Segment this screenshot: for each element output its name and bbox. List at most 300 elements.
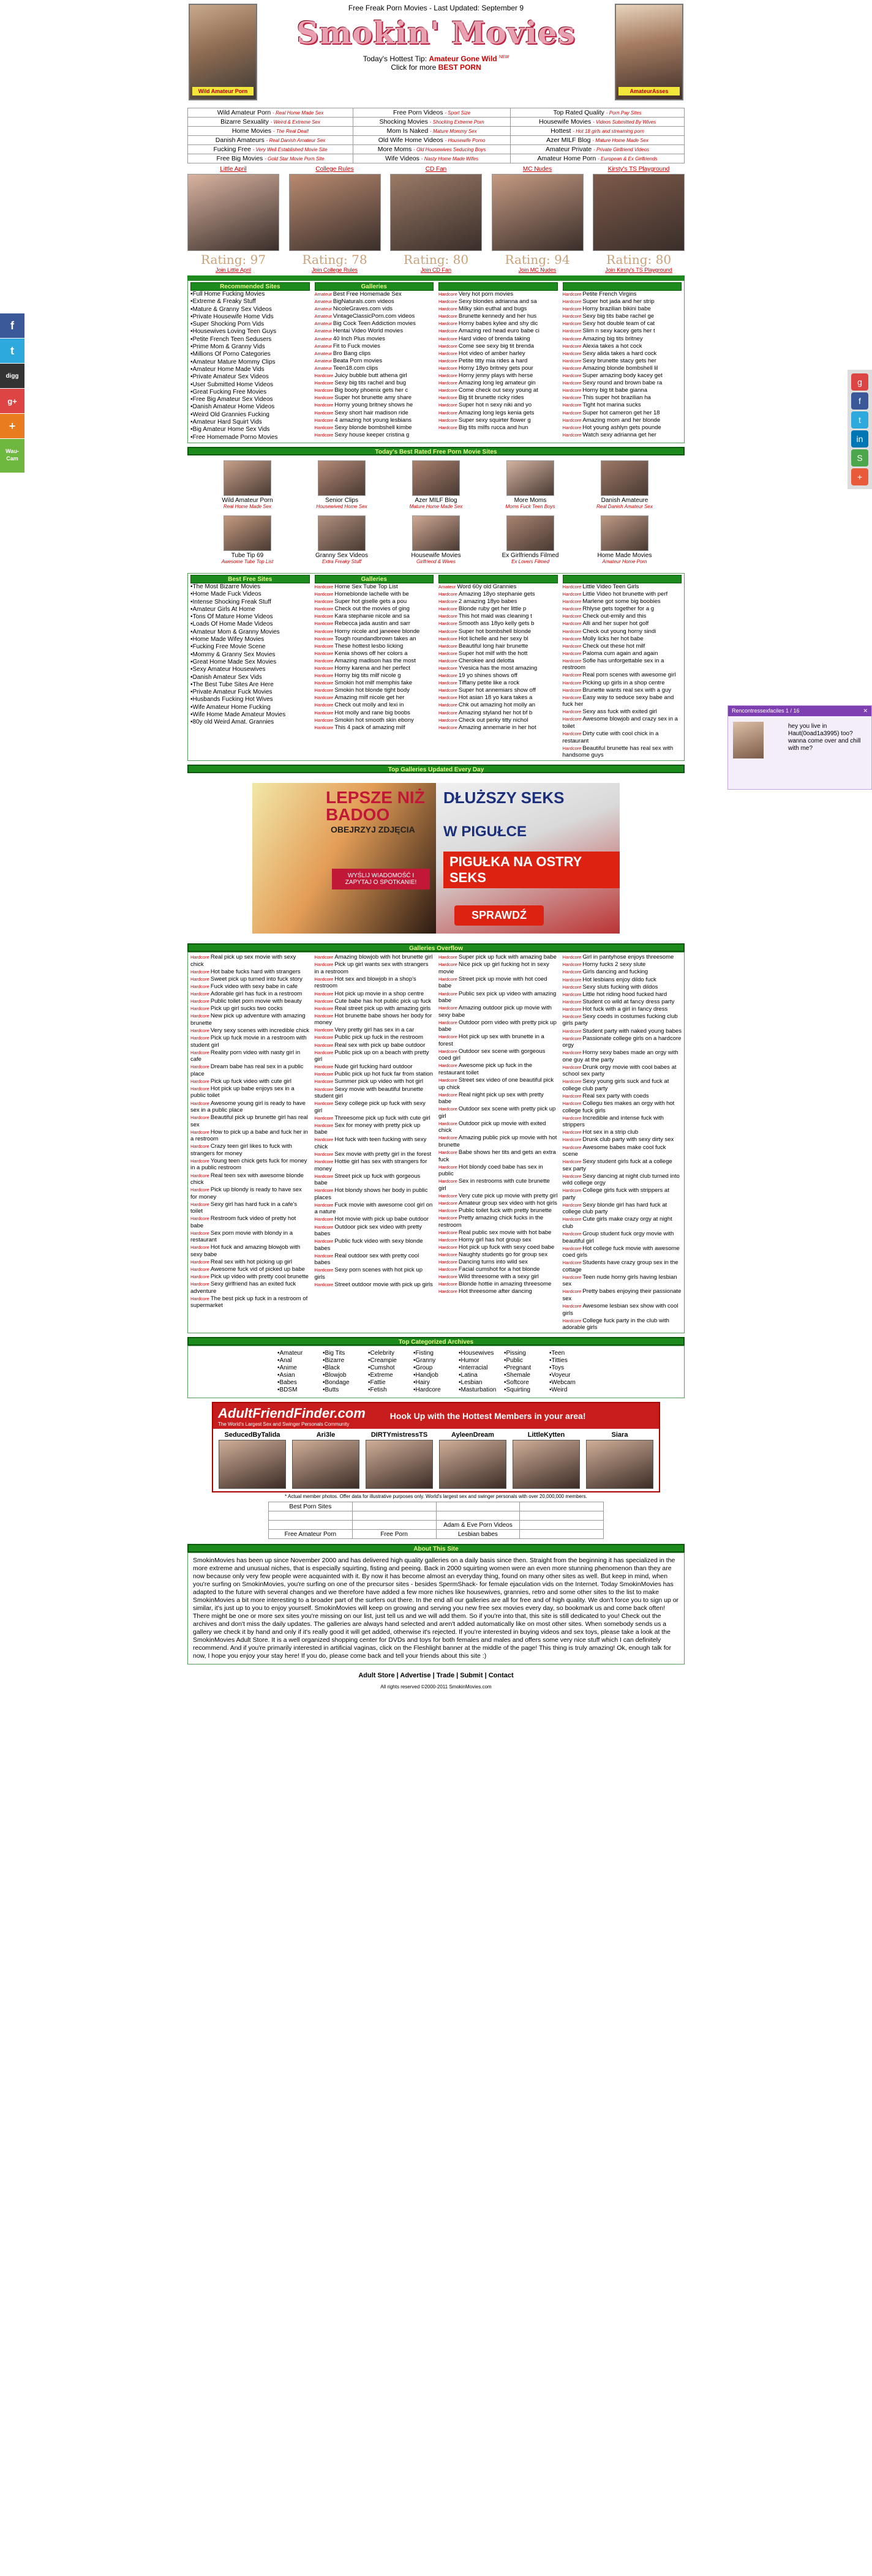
site-link[interactable]: • Free Homemade Porno Movies: [190, 434, 310, 441]
gallery-link[interactable]: [438, 1062, 558, 1076]
gallery-link[interactable]: [190, 1129, 310, 1143]
gallery-link[interactable]: [563, 291, 682, 298]
gallery-link[interactable]: [563, 716, 682, 730]
gallery-link[interactable]: [190, 1100, 310, 1114]
featured-image[interactable]: [492, 174, 584, 251]
gallery-link[interactable]: [315, 998, 434, 1005]
thumb-site-name[interactable]: Danish Amateure: [601, 496, 648, 504]
gallery-link[interactable]: [315, 620, 434, 627]
gallery-link[interactable]: [438, 1288, 558, 1295]
thumb-site-name[interactable]: Ex Girlfriends Filmed: [502, 552, 559, 559]
site-link[interactable]: • Great Home Made Sex Movies: [190, 659, 310, 666]
gallery-link[interactable]: [563, 628, 682, 635]
gallery-link[interactable]: [563, 976, 682, 984]
category-link[interactable]: • Pissing: [504, 1350, 549, 1357]
gallery-link[interactable]: [563, 961, 682, 968]
gallery-link[interactable]: [563, 998, 682, 1006]
gallery-link[interactable]: [190, 954, 310, 968]
gallery-link[interactable]: [315, 605, 434, 613]
gallery-link[interactable]: [438, 358, 558, 365]
featured-image[interactable]: [289, 174, 381, 251]
gallery-link[interactable]: [563, 1100, 682, 1114]
category-link[interactable]: • Masturbation: [459, 1387, 504, 1394]
category-link[interactable]: • Shemale: [504, 1372, 549, 1379]
category-link[interactable]: • Black: [323, 1365, 368, 1372]
gallery-link[interactable]: [563, 613, 682, 620]
gallery-link[interactable]: [315, 1042, 434, 1049]
gallery-link[interactable]: [315, 1267, 434, 1281]
header-right-thumb[interactable]: [615, 4, 683, 100]
gallery-link[interactable]: [438, 1259, 558, 1266]
category-link[interactable]: • Anal: [277, 1357, 323, 1365]
thumb-site-name[interactable]: Wild Amateur Porn: [222, 496, 273, 504]
gallery-link[interactable]: [563, 1115, 682, 1129]
aff-member-photo[interactable]: [219, 1440, 286, 1489]
gallery-link[interactable]: [315, 710, 434, 717]
gallery-link[interactable]: [315, 335, 434, 343]
facebook-share-button[interactable]: f: [0, 313, 24, 339]
category-link[interactable]: • Celebrity: [368, 1350, 413, 1357]
site-link[interactable]: • Danish Amateur Sex Vids: [190, 674, 310, 681]
gallery-link[interactable]: [438, 1149, 558, 1163]
gallery-link[interactable]: [563, 394, 682, 402]
gallery-link[interactable]: [315, 687, 434, 694]
gallery-link[interactable]: [315, 954, 434, 961]
gallery-link[interactable]: [438, 365, 558, 372]
gallery-link[interactable]: [563, 335, 682, 343]
gallery-link[interactable]: [190, 1005, 310, 1013]
best-link[interactable]: [520, 1502, 604, 1511]
gallery-link[interactable]: [563, 1303, 682, 1317]
gallery-link[interactable]: [563, 657, 682, 672]
thumb-image[interactable]: [224, 515, 271, 551]
gallery-link[interactable]: [315, 717, 434, 724]
nav-link[interactable]: [353, 136, 511, 145]
gallery-link[interactable]: [563, 1028, 682, 1035]
gallery-link[interactable]: [438, 961, 558, 975]
site-link[interactable]: • Petite French Teen Sedusers: [190, 336, 310, 343]
category-link[interactable]: • Fattie: [368, 1379, 413, 1387]
category-link[interactable]: • Hairy: [413, 1379, 459, 1387]
gallery-link[interactable]: [315, 702, 434, 709]
gallery-link[interactable]: [190, 1049, 310, 1063]
thumb-image[interactable]: [506, 515, 554, 551]
aff-member-photo[interactable]: [366, 1440, 433, 1489]
category-link[interactable]: • Bizarre: [323, 1357, 368, 1365]
gallery-link[interactable]: [438, 635, 558, 643]
featured-name[interactable]: CD Fan: [425, 166, 447, 173]
gallery-link[interactable]: [190, 1259, 310, 1266]
gallery-link[interactable]: [315, 291, 434, 298]
gallery-link[interactable]: [315, 402, 434, 409]
gallery-link[interactable]: [315, 657, 434, 665]
category-link[interactable]: • Lesbian: [459, 1379, 504, 1387]
thumb-site[interactable]: [483, 515, 577, 564]
gallery-link[interactable]: [563, 730, 682, 744]
more-share-button[interactable]: +: [0, 414, 24, 439]
gallery-link[interactable]: [190, 1281, 310, 1295]
more-icon[interactable]: +: [851, 468, 868, 485]
gallery-link[interactable]: [315, 1238, 434, 1252]
category-link[interactable]: • Handjob: [413, 1372, 459, 1379]
best-link[interactable]: Adam & Eve Porn Videos: [436, 1521, 520, 1530]
gallery-link[interactable]: [438, 724, 558, 732]
gallery-link[interactable]: [315, 1078, 434, 1085]
banner-button[interactable]: SPRAWDŹ: [454, 905, 544, 926]
gallery-link[interactable]: [315, 1005, 434, 1013]
gallery-link[interactable]: [315, 1013, 434, 1027]
site-link[interactable]: • Housewives Loving Teen Guys: [190, 328, 310, 335]
gallery-link[interactable]: [563, 680, 682, 687]
gallery-link[interactable]: [315, 365, 434, 372]
gallery-link[interactable]: [563, 410, 682, 417]
gallery-link[interactable]: [315, 724, 434, 732]
site-link[interactable]: • Big Amateur Home Sex Vids: [190, 426, 310, 433]
site-link[interactable]: • Danish Amateur Home Videos: [190, 403, 310, 411]
twitter-icon[interactable]: t: [851, 411, 868, 429]
aff-member-photo[interactable]: [586, 1440, 653, 1489]
thumb-site[interactable]: [200, 515, 295, 564]
gallery-link[interactable]: [563, 1288, 682, 1302]
site-link[interactable]: • Amateur Mature Mommy Clips: [190, 359, 310, 366]
thumb-site[interactable]: [200, 460, 295, 509]
gallery-link[interactable]: [438, 394, 558, 402]
gallery-link[interactable]: [563, 1144, 682, 1158]
gallery-link[interactable]: [563, 1216, 682, 1230]
site-link[interactable]: • Amateur Hard Squirt Vids: [190, 419, 310, 426]
gallery-link[interactable]: [563, 1317, 682, 1331]
gallery-link[interactable]: [315, 387, 434, 394]
gallery-link[interactable]: [563, 1093, 682, 1100]
gallery-link[interactable]: [438, 1215, 558, 1229]
linkedin-icon[interactable]: in: [851, 430, 868, 447]
aff-member-photo[interactable]: [292, 1440, 359, 1489]
thumb-site[interactable]: [295, 515, 389, 564]
digg-share-button[interactable]: digg: [0, 364, 24, 389]
thumb-site[interactable]: [389, 515, 483, 564]
gallery-link[interactable]: [563, 1035, 682, 1049]
gallery-link[interactable]: [438, 717, 558, 724]
gallery-link[interactable]: [438, 694, 558, 702]
featured-image[interactable]: [390, 174, 482, 251]
gallery-link[interactable]: [315, 313, 434, 320]
gallery-link[interactable]: [563, 708, 682, 716]
best-link[interactable]: [269, 1521, 353, 1530]
gallery-link[interactable]: [190, 968, 310, 976]
gallery-link[interactable]: [315, 672, 434, 680]
site-link[interactable]: • Home Made Wifey Movies: [190, 636, 310, 643]
site-link[interactable]: • Private Housewife Home Vids: [190, 313, 310, 321]
gallery-link[interactable]: [190, 1201, 310, 1215]
gallery-link[interactable]: [438, 1178, 558, 1192]
best-link[interactable]: [269, 1511, 353, 1521]
gallery-link[interactable]: [438, 1005, 558, 1019]
featured-join-link[interactable]: Join College Rules: [311, 267, 358, 273]
chat-popup[interactable]: [727, 705, 872, 790]
category-link[interactable]: • Anime: [277, 1365, 323, 1372]
seks-banner[interactable]: [436, 783, 620, 934]
gallery-link[interactable]: [315, 598, 434, 605]
gallery-link[interactable]: [438, 1019, 558, 1033]
gallery-link[interactable]: [438, 650, 558, 657]
gallery-link[interactable]: [190, 976, 310, 983]
thumb-image[interactable]: [601, 460, 648, 496]
site-link[interactable]: • Loads Of Home Made Videos: [190, 621, 310, 628]
gallery-link[interactable]: [438, 410, 558, 417]
gallery-link[interactable]: [563, 387, 682, 394]
nav-link[interactable]: [188, 108, 353, 118]
site-link[interactable]: • Fucking Free Movie Scene: [190, 643, 310, 651]
gallery-link[interactable]: [190, 1078, 310, 1085]
gallery-link[interactable]: [315, 1187, 434, 1201]
gallery-link[interactable]: [190, 1295, 310, 1309]
site-link[interactable]: • Free Big Amateur Sex Videos: [190, 396, 310, 403]
gallery-link[interactable]: [438, 1251, 558, 1259]
gallery-link[interactable]: [315, 1216, 434, 1223]
thumb-site[interactable]: [577, 460, 672, 509]
thumb-site-name[interactable]: Senior Clips: [325, 496, 358, 504]
thumb-site-name[interactable]: Home Made Movies: [597, 552, 652, 559]
site-link[interactable]: • Private Amateur Fuck Movies: [190, 689, 310, 696]
gallery-link[interactable]: [190, 1114, 310, 1128]
gallery-link[interactable]: [315, 343, 434, 350]
gallery-link[interactable]: [315, 320, 434, 328]
gallery-link[interactable]: [438, 1244, 558, 1251]
nav-link[interactable]: [188, 145, 353, 154]
category-link[interactable]: • Bondage: [323, 1379, 368, 1387]
gallery-link[interactable]: [315, 305, 434, 313]
site-link[interactable]: • Great Fucking Free Movies: [190, 389, 310, 396]
gallery-link[interactable]: [438, 305, 558, 313]
site-link[interactable]: • Super Shocking Porn Vids: [190, 321, 310, 328]
category-link[interactable]: • Big Tits: [323, 1350, 368, 1357]
gallery-link[interactable]: [315, 372, 434, 380]
site-link[interactable]: • Wife Amateur Home Fucking: [190, 704, 310, 711]
nav-link[interactable]: [188, 154, 353, 163]
aff-member[interactable]: [292, 1431, 359, 1489]
gallery-link[interactable]: [438, 710, 558, 717]
gallery-link[interactable]: [315, 1158, 434, 1172]
thumb-site[interactable]: [295, 460, 389, 509]
nav-link[interactable]: [353, 127, 511, 136]
gallery-link[interactable]: [190, 1063, 310, 1077]
thumb-image[interactable]: [224, 460, 271, 496]
best-link[interactable]: [520, 1521, 604, 1530]
gallery-link[interactable]: [563, 365, 682, 372]
gallery-link[interactable]: [438, 990, 558, 1005]
featured-site[interactable]: [187, 166, 279, 273]
gallery-link[interactable]: [438, 291, 558, 298]
aff-member-photo[interactable]: [439, 1440, 506, 1489]
best-porn-link[interactable]: BEST PORN: [438, 63, 481, 72]
category-link[interactable]: • Creampie: [368, 1357, 413, 1365]
gallery-link[interactable]: [563, 687, 682, 694]
best-link[interactable]: [436, 1502, 520, 1511]
gallery-link[interactable]: [315, 583, 434, 591]
gallery-link[interactable]: [315, 1034, 434, 1041]
gallery-link[interactable]: [438, 1164, 558, 1178]
gallery-link[interactable]: [563, 650, 682, 657]
gallery-link[interactable]: [438, 1207, 558, 1215]
site-link[interactable]: • Husbands Fucking Hot Wives: [190, 696, 310, 703]
gallery-link[interactable]: [563, 605, 682, 613]
gallery-link[interactable]: [563, 620, 682, 627]
gallery-link[interactable]: [438, 417, 558, 424]
gallery-link[interactable]: [438, 1281, 558, 1288]
gallery-link[interactable]: [563, 1006, 682, 1013]
gallery-link[interactable]: [190, 1215, 310, 1229]
featured-name[interactable]: MC Nudes: [522, 166, 552, 173]
nav-link[interactable]: [188, 127, 353, 136]
gallery-link[interactable]: [563, 1187, 682, 1201]
gallery-link[interactable]: [438, 1091, 558, 1106]
site-link[interactable]: • 80y old Weird Amat. Grannies: [190, 719, 310, 726]
gallery-link[interactable]: [563, 643, 682, 650]
nav-link[interactable]: [511, 145, 685, 154]
category-link[interactable]: • Babes: [277, 1379, 323, 1387]
gallery-link[interactable]: [563, 1013, 682, 1027]
gallery-link[interactable]: [315, 350, 434, 358]
best-link[interactable]: [520, 1530, 604, 1539]
gallery-link[interactable]: [190, 1230, 310, 1244]
site-link[interactable]: • Amateur Home Made Vids: [190, 366, 310, 373]
category-link[interactable]: • Squirting: [504, 1387, 549, 1394]
featured-image[interactable]: [593, 174, 685, 251]
gallery-link[interactable]: [438, 1106, 558, 1120]
gallery-link[interactable]: [438, 657, 558, 665]
gallery-link[interactable]: [315, 1086, 434, 1100]
gallery-link[interactable]: [438, 320, 558, 328]
gallery-link[interactable]: [563, 313, 682, 320]
gallery-link[interactable]: [563, 635, 682, 643]
gallery-link[interactable]: [563, 954, 682, 961]
gallery-link[interactable]: [315, 1252, 434, 1267]
gallery-link[interactable]: [563, 598, 682, 605]
gallery-link[interactable]: [563, 298, 682, 305]
category-link[interactable]: • Public: [504, 1357, 549, 1365]
site-link[interactable]: • Home Made Fuck Videos: [190, 591, 310, 598]
gallery-link[interactable]: [438, 1193, 558, 1200]
category-link[interactable]: • Weird: [549, 1387, 595, 1394]
category-link[interactable]: • Fetish: [368, 1387, 413, 1394]
category-link[interactable]: • Webcam: [549, 1379, 595, 1387]
featured-site[interactable]: [593, 166, 685, 273]
gallery-link[interactable]: [315, 410, 434, 417]
category-link[interactable]: • Amateur: [277, 1350, 323, 1357]
gallery-link[interactable]: [563, 1274, 682, 1288]
category-link[interactable]: • Pregnant: [504, 1365, 549, 1372]
gallery-link[interactable]: [438, 1200, 558, 1207]
gallery-link[interactable]: [190, 983, 310, 990]
category-link[interactable]: • Group: [413, 1365, 459, 1372]
thumb-image[interactable]: [412, 460, 460, 496]
featured-image[interactable]: [187, 174, 279, 251]
gallery-link[interactable]: [438, 591, 558, 598]
gallery-link[interactable]: [438, 1077, 558, 1091]
gallery-link[interactable]: [190, 1244, 310, 1258]
best-link[interactable]: Lesbian babes: [436, 1530, 520, 1539]
gallery-link[interactable]: [563, 1136, 682, 1144]
gallery-link[interactable]: [563, 1064, 682, 1078]
header-left-thumb[interactable]: [189, 4, 257, 100]
gallery-link[interactable]: [190, 1172, 310, 1186]
nav-link[interactable]: [511, 154, 685, 163]
category-link[interactable]: • Butts: [323, 1387, 368, 1394]
gallery-link[interactable]: [438, 1033, 558, 1047]
thumb-site-name[interactable]: Tube Tip 69: [231, 552, 264, 559]
gallery-link[interactable]: [438, 605, 558, 613]
site-link[interactable]: • Sexy Amateur Housewives: [190, 666, 310, 673]
gallery-link[interactable]: [563, 991, 682, 998]
site-link[interactable]: • Intense Shocking Freak Stuff: [190, 599, 310, 606]
gallery-link[interactable]: [438, 672, 558, 680]
featured-site[interactable]: [289, 166, 381, 273]
category-link[interactable]: • Humor: [459, 1357, 504, 1365]
gallery-link[interactable]: [563, 1158, 682, 1172]
aff-member[interactable]: [439, 1431, 506, 1489]
facebook-icon[interactable]: f: [851, 392, 868, 410]
aff-member-photo[interactable]: [513, 1440, 580, 1489]
gallery-link[interactable]: [315, 380, 434, 387]
featured-join-link[interactable]: Join MC Nudes: [518, 267, 557, 273]
gallery-link[interactable]: [438, 583, 558, 591]
featured-join-link[interactable]: Join Kirsty's TS Playground: [605, 267, 672, 273]
gallery-link[interactable]: [315, 1122, 434, 1136]
gallery-link[interactable]: [563, 320, 682, 328]
badoo-banner[interactable]: [252, 783, 436, 934]
gallery-link[interactable]: [438, 380, 558, 387]
gallery-link[interactable]: [315, 1281, 434, 1289]
gallery-link[interactable]: [563, 417, 682, 424]
category-link[interactable]: • Fisting: [413, 1350, 459, 1357]
gallery-link[interactable]: [563, 1259, 682, 1273]
best-link[interactable]: [520, 1511, 604, 1521]
site-link[interactable]: • Tons Of Mature Home Videos: [190, 613, 310, 621]
category-link[interactable]: • Softcore: [504, 1379, 549, 1387]
gallery-link[interactable]: [438, 702, 558, 709]
gallery-link[interactable]: [190, 990, 310, 998]
gallery-link[interactable]: [563, 1230, 682, 1245]
gallery-link[interactable]: [438, 628, 558, 635]
site-link[interactable]: • Mature & Granny Sex Videos: [190, 306, 310, 313]
gallery-link[interactable]: [438, 387, 558, 394]
gallery-link[interactable]: [315, 1151, 434, 1158]
gallery-link[interactable]: [438, 350, 558, 358]
nav-link[interactable]: [188, 136, 353, 145]
gallery-link[interactable]: [563, 1049, 682, 1063]
gallery-link[interactable]: [563, 343, 682, 350]
gallery-link[interactable]: [315, 394, 434, 402]
gallery-link[interactable]: [315, 628, 434, 635]
gallery-link[interactable]: [315, 990, 434, 998]
gallery-link[interactable]: [315, 417, 434, 424]
gallery-link[interactable]: [315, 328, 434, 335]
gallery-link[interactable]: [315, 1071, 434, 1078]
footer-links[interactable]: Adult Store | Advertise | Trade | Submit | Contact: [358, 1672, 514, 1680]
site-link[interactable]: • Extreme & Freaky Stuff: [190, 298, 310, 305]
site-link[interactable]: • User Submitted Home Videos: [190, 381, 310, 389]
gallery-link[interactable]: [438, 1120, 558, 1134]
banner-cta[interactable]: WYŚLIJ WIADOMOŚĆ I ZAPYTAJ O SPOTKANIE!: [332, 869, 430, 889]
gallery-link[interactable]: [190, 1085, 310, 1099]
aff-member[interactable]: [513, 1431, 580, 1489]
gallery-link[interactable]: [315, 1224, 434, 1238]
thumb-site-name[interactable]: Granny Sex Videos: [315, 552, 368, 559]
gallery-link[interactable]: [315, 424, 434, 432]
gallery-link[interactable]: [563, 694, 682, 708]
category-link[interactable]: • Hardcore: [413, 1387, 459, 1394]
gallery-link[interactable]: [438, 1273, 558, 1281]
